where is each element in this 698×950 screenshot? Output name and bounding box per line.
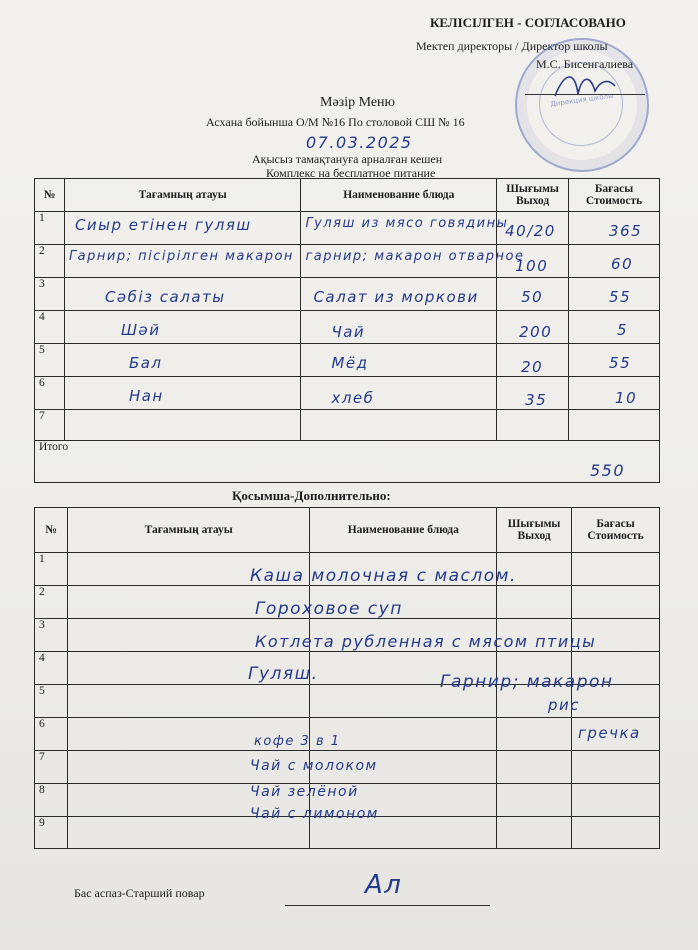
row-output — [497, 278, 569, 311]
row-num: 5 — [35, 685, 68, 718]
table-row — [35, 278, 660, 311]
row-price — [569, 245, 660, 278]
row-output-text: 20 — [521, 358, 544, 376]
row-output — [497, 410, 569, 441]
total-value: 550 — [590, 461, 626, 480]
row-num: 2 — [35, 245, 65, 278]
row-num: 4 — [35, 311, 65, 344]
row-output-text: 35 — [525, 391, 548, 409]
row-cell — [497, 586, 572, 619]
table-row — [35, 410, 660, 441]
row-name-kz — [64, 344, 301, 377]
row-price — [569, 344, 660, 377]
chef-signature: Ал — [365, 870, 403, 900]
total-row — [35, 441, 660, 483]
col-num: № — [35, 508, 68, 553]
row-cell — [497, 784, 572, 817]
row-price-text: 60 — [611, 255, 634, 273]
row-output — [497, 212, 569, 245]
add-item-rice: рис — [548, 696, 581, 714]
col-price: Бағасы Стоимость — [569, 179, 660, 212]
menu-title: Мәзір Меню — [320, 95, 396, 110]
total-label: Итого — [39, 441, 69, 453]
row-num: 3 — [35, 619, 68, 652]
row-output — [497, 311, 569, 344]
row-name-ru-text: гарнир; макарон отварное — [305, 249, 525, 264]
row-cell — [572, 586, 660, 619]
row-num: 7 — [35, 751, 68, 784]
row-name-kz — [64, 212, 301, 245]
row-price-text: 10 — [615, 389, 638, 407]
table-row — [35, 212, 660, 245]
row-price — [569, 278, 660, 311]
stamp-text: Дирекция школы — [549, 91, 615, 109]
row-cell — [572, 817, 660, 849]
row-name-kz — [64, 278, 301, 311]
add-item-green-tea: Чай зелёной — [250, 784, 359, 800]
complex-kz: Ақысыз тамақтануға арналған кешен — [252, 152, 443, 166]
row-price-text: 5 — [617, 321, 629, 339]
chef-label: Бас аспаз-Старший повар — [74, 886, 205, 900]
table-row — [35, 311, 660, 344]
table-row — [35, 718, 660, 751]
row-name-kz-text: Шәй — [120, 321, 161, 339]
row-name-ru — [301, 212, 509, 245]
row-num: 4 — [35, 652, 68, 685]
row-price — [569, 212, 660, 245]
row-name-ru — [301, 245, 525, 278]
row-name-kz — [64, 410, 301, 441]
approval-title: КЕЛІСІЛГЕН - СОГЛАСОВАНО — [430, 15, 626, 30]
col-price: Бағасы Стоимость — [572, 508, 660, 553]
row-name-ru-text: Салат из моркови — [313, 288, 479, 306]
row-cell — [572, 751, 660, 784]
menu-date: 07.03.2025 — [306, 133, 413, 152]
add-item-garnish: Гарнир; макарон — [440, 672, 614, 692]
row-name-ru-text: Мёд — [331, 354, 369, 372]
row-num: 3 — [35, 278, 65, 311]
add-item-cutlet: Котлета рубленная с мясом птицы — [255, 632, 597, 651]
col-name-ru: Наименование блюда — [301, 179, 497, 212]
table-row — [35, 377, 660, 410]
add-item-tea-milk: Чай с молоком — [250, 758, 378, 774]
row-num: 1 — [35, 212, 65, 245]
canteen-line: Асхана бойынша О/М №16 По столовой СШ № 16 — [206, 115, 465, 129]
director-role: Мектеп директоры / Директор школы — [416, 39, 608, 53]
row-cell — [572, 784, 660, 817]
additional-title: Қосымша-Дополнительно: — [232, 488, 391, 503]
row-price-text: 365 — [609, 222, 643, 240]
row-name-ru — [301, 377, 497, 410]
row-cell — [497, 817, 572, 849]
col-name-kz: Тағамның атауы — [64, 179, 301, 212]
row-name-kz-text: Бал — [128, 354, 163, 372]
row-num: 9 — [35, 817, 68, 849]
row-name-ru — [301, 311, 497, 344]
row-name-kz-text: Гарнир; пісірілген макарон — [68, 249, 294, 264]
row-cell — [497, 718, 572, 751]
total-cell — [35, 441, 660, 483]
row-output-text: 40/20 — [505, 222, 556, 240]
main-table-header — [35, 179, 660, 212]
row-name-kz — [64, 377, 301, 410]
main-menu-table — [34, 178, 660, 483]
row-name-ru — [301, 410, 497, 441]
col-name-kz: Тағамның атауы — [67, 508, 309, 553]
director-signature — [550, 66, 620, 106]
add-item-buckwheat: гречка — [578, 724, 641, 742]
add-item-pea-soup: Гороховое суп — [255, 599, 403, 619]
row-name-kz — [64, 245, 301, 278]
add-item-coffee: кофе 3 в 1 — [254, 734, 341, 749]
complex-ru: Комплекс на бесплатное питание — [266, 166, 436, 180]
row-output-text: 100 — [515, 257, 549, 275]
row-price-text: 55 — [609, 354, 632, 372]
row-name-ru — [301, 344, 497, 377]
col-num: № — [35, 179, 65, 212]
row-name-ru-text: Гуляш из мясо говядины — [305, 216, 509, 231]
row-num: 8 — [35, 784, 68, 817]
col-output: Шығымы Выход — [497, 179, 569, 212]
row-output — [497, 344, 569, 377]
row-name-kz-text: Нан — [128, 387, 164, 405]
additional-table-header — [35, 508, 660, 553]
row-name-kz-text: Сиыр етінен гуляш — [74, 216, 252, 234]
chef-signature-line — [285, 905, 490, 906]
table-row — [35, 344, 660, 377]
add-item-porridge: Каша молочная с маслом. — [250, 566, 517, 586]
table-row — [35, 245, 660, 278]
row-num: 6 — [35, 718, 68, 751]
col-name-ru: Наименование блюда — [310, 508, 497, 553]
row-cell — [67, 685, 309, 718]
row-name-ru-text: Чай — [331, 323, 366, 341]
row-output-text: 50 — [521, 288, 544, 306]
col-output: Шығымы Выход — [497, 508, 572, 553]
row-output — [497, 245, 569, 278]
row-num: 1 — [35, 553, 68, 586]
row-num: 6 — [35, 377, 65, 410]
row-num: 7 — [35, 410, 65, 441]
row-output — [497, 377, 569, 410]
row-cell — [572, 553, 660, 586]
row-name-kz — [64, 311, 301, 344]
row-cell — [497, 751, 572, 784]
row-output-text: 200 — [519, 323, 553, 341]
row-name-ru — [301, 278, 497, 311]
row-name-kz-text: Сәбіз салаты — [104, 288, 226, 306]
row-price — [569, 311, 660, 344]
row-name-ru-text: хлеб — [331, 389, 375, 407]
add-item-goulash: Гуляш. — [248, 664, 319, 684]
row-price — [569, 410, 660, 441]
director-name: М.С. Бисенгалиева — [536, 57, 634, 71]
row-num: 2 — [35, 586, 68, 619]
row-price-text: 55 — [609, 288, 632, 306]
add-item-tea-lemon: Чай с лимоном — [250, 806, 379, 822]
row-num: 5 — [35, 344, 65, 377]
row-price — [569, 377, 660, 410]
